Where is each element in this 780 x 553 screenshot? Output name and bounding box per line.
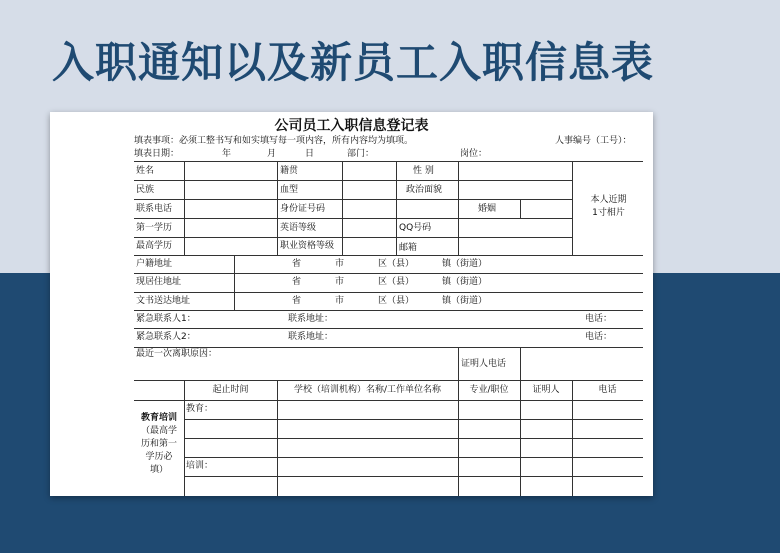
marital-status-label: 婚姻 — [478, 204, 497, 214]
grid-line — [134, 218, 572, 219]
city-label: 市 — [335, 277, 345, 287]
grid-line — [184, 380, 185, 496]
position-label: 岗位： — [460, 149, 488, 159]
qq-number-label: QQ号码 — [399, 223, 432, 233]
grid-line — [134, 310, 643, 311]
month-label: 月 — [267, 149, 277, 159]
edu-header-major: 专业/职位 — [469, 385, 509, 395]
grid-line — [134, 237, 572, 238]
department-label: 部门： — [347, 149, 375, 159]
grid-line — [134, 180, 572, 181]
first-education-label: 第一学历 — [136, 223, 173, 233]
english-level-label: 英语等级 — [280, 223, 317, 233]
district-label: 区（县） — [378, 259, 415, 269]
blood-type-label: 血型 — [280, 185, 299, 195]
day-label: 日 — [305, 149, 315, 159]
fill-date-label: 填表日期： — [134, 149, 180, 159]
id-number-label: 身份证号码 — [280, 204, 326, 214]
photo-text-line2: 1寸相片 — [592, 208, 625, 218]
edu-header-phone: 电话 — [598, 385, 617, 395]
district-label: 区（县） — [378, 296, 415, 306]
contact-address-label: 联系地址： — [288, 314, 334, 324]
grid-line — [134, 400, 643, 401]
grid-line — [277, 161, 278, 255]
edu-header-school: 学校（培训机构）名称/工作单位名称 — [293, 385, 442, 395]
training-label: 培训： — [186, 461, 214, 471]
grid-line — [277, 380, 278, 496]
edu-section-note: 填） — [149, 465, 168, 475]
witness-phone-label: 证明人电话 — [461, 359, 507, 369]
leave-reason-label: 最近一次离职原因： — [136, 349, 218, 359]
grid-line — [520, 199, 521, 218]
edu-section-label — [134, 412, 184, 477]
residence-address-label: 现居住地址 — [136, 277, 182, 287]
qualification-label: 职业资格等级 — [280, 241, 335, 251]
grid-line — [572, 380, 573, 496]
grid-line — [184, 476, 643, 477]
ethnicity-label: 民族 — [136, 185, 155, 195]
tel-label: 电话： — [585, 314, 613, 324]
edu-header-witness: 证明人 — [532, 385, 560, 395]
grid-line — [134, 292, 643, 293]
grid-line — [234, 255, 235, 310]
banner-title: 入职通知以及新员工入职信息表 — [52, 38, 655, 87]
native-place-label: 籍贯 — [280, 166, 299, 176]
emergency-contact-1-label: 紧急联系人1： — [136, 314, 196, 324]
political-status-label: 政治面貌 — [406, 185, 443, 195]
grid-line — [134, 328, 643, 329]
email-label: 邮箱 — [399, 243, 418, 253]
hukou-address-label: 户籍地址 — [136, 259, 173, 269]
grid-line — [458, 347, 459, 496]
fill-notice: 填表事项：必须工整书写和如实填写每一项内容，所有内容均为填项。 — [134, 136, 414, 146]
grid-line — [396, 161, 397, 255]
province-label: 省 — [292, 259, 302, 269]
grid-line — [458, 161, 459, 255]
edu-section-note: 历和第一 — [140, 439, 177, 449]
tel-label: 电话： — [585, 332, 613, 342]
grid-line — [134, 347, 643, 348]
city-label: 市 — [335, 296, 345, 306]
form-paper — [50, 112, 653, 496]
education-label: 教育： — [186, 404, 214, 414]
photo-placeholder — [574, 194, 643, 220]
grid-line — [134, 199, 572, 200]
grid-line — [520, 347, 521, 496]
city-label: 市 — [335, 259, 345, 269]
contact-address-label: 联系地址： — [288, 332, 334, 342]
grid-line — [184, 457, 643, 458]
grid-line — [134, 161, 643, 162]
gender-label: 性 别 — [413, 166, 434, 176]
grid-line — [134, 255, 643, 256]
grid-line — [184, 438, 643, 439]
phone-label: 联系电话 — [136, 204, 173, 214]
edu-section-title: 教育培训 — [140, 413, 177, 423]
edu-header-period: 起止时间 — [212, 385, 249, 395]
highest-education-label: 最高学历 — [136, 241, 173, 251]
hr-number-label: 人事编号（工号）： — [555, 136, 632, 146]
town-label: 镇（街道） — [442, 277, 488, 287]
mailing-address-label: 文书送达地址 — [136, 296, 191, 306]
town-label: 镇（街道） — [442, 296, 488, 306]
grid-line — [572, 161, 573, 255]
name-label: 姓名 — [136, 166, 155, 176]
grid-line — [184, 161, 185, 255]
emergency-contact-2-label: 紧急联系人2： — [136, 332, 196, 342]
grid-line — [134, 273, 643, 274]
edu-section-note: 学历必 — [145, 452, 173, 462]
grid-line — [134, 380, 643, 381]
town-label: 镇（街道） — [442, 259, 488, 269]
province-label: 省 — [292, 277, 302, 287]
grid-line — [342, 161, 343, 255]
district-label: 区（县） — [378, 277, 415, 287]
year-label: 年 — [222, 149, 232, 159]
edu-section-note: （最高学 — [140, 426, 177, 436]
photo-text-line1: 本人近期 — [590, 195, 627, 205]
grid-line — [184, 419, 643, 420]
form-title: 公司员工入职信息登记表 — [274, 118, 429, 134]
province-label: 省 — [292, 296, 302, 306]
